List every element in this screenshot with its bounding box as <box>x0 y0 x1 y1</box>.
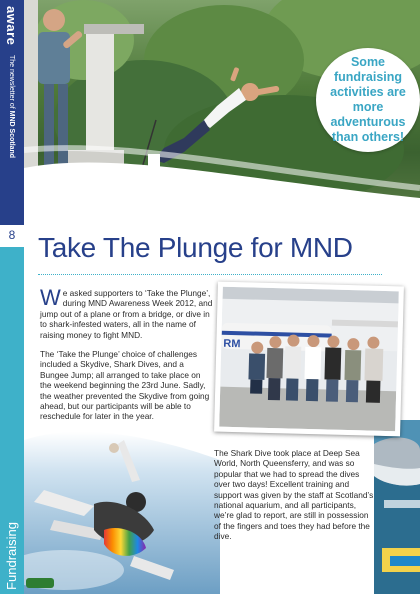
shark-illustration <box>374 420 420 594</box>
brand-name: aware <box>4 6 19 46</box>
page-number: 8 <box>8 228 16 242</box>
callout-bubble <box>316 48 420 152</box>
paragraph-intro-text: e asked supporters to ‘Take the Plunge’, during MND Awareness Week 2012, and jump out of a plane or from a bridge, or dive in to shark-infested waters, all in the name of raising money to fight MND. <box>40 288 213 340</box>
brand-tagline <box>8 55 15 158</box>
paragraph-challenges: The ‘Take the Plunge’ choice of challenges included a Skydive, Shark Dives, and a Bungee Jump; all arranged to take place on the weekend beginning the 23rd June. Sadly, the weather prevented the Skydive from going ahead, but our participants will be able to reschedule for later in the year. <box>40 349 210 422</box>
article-body-right <box>214 448 374 551</box>
hero-photo-bungee-jump <box>24 0 420 218</box>
plane-lettering: RM <box>223 337 241 351</box>
brand-tagline-prefix: The newsletter of <box>8 55 15 111</box>
article-body-left <box>40 285 214 431</box>
section-label: Fundraising <box>4 522 19 590</box>
group-photo <box>214 282 404 437</box>
skydive-illustration <box>24 420 220 594</box>
paragraph-intro <box>40 285 214 340</box>
paragraph-shark-dive: The Shark Dive took place at Deep Sea World, North Queensferry, and was so popular that we had to spread the dives over two days! Excellent training and support was given by the staff at Scotland’s national aquarium, and all participants, we’re glad to report, are still in possession of the fingers and toes they had before the dive. <box>214 448 374 542</box>
callout-text: Some fundraising activities are more adventurous than others! <box>330 55 406 144</box>
title-divider <box>38 274 382 275</box>
drop-cap: W <box>40 285 61 310</box>
group-photo-image <box>219 287 399 432</box>
brand-tagline-org: MND Scotland <box>8 110 15 159</box>
shark-photo-edge <box>374 420 420 594</box>
article-title: Take The Plunge for MND <box>38 232 353 263</box>
page-spine <box>0 0 24 594</box>
newsletter-masthead <box>3 6 19 158</box>
group-photo-illustration <box>219 287 399 432</box>
skydive-photo <box>24 420 220 594</box>
